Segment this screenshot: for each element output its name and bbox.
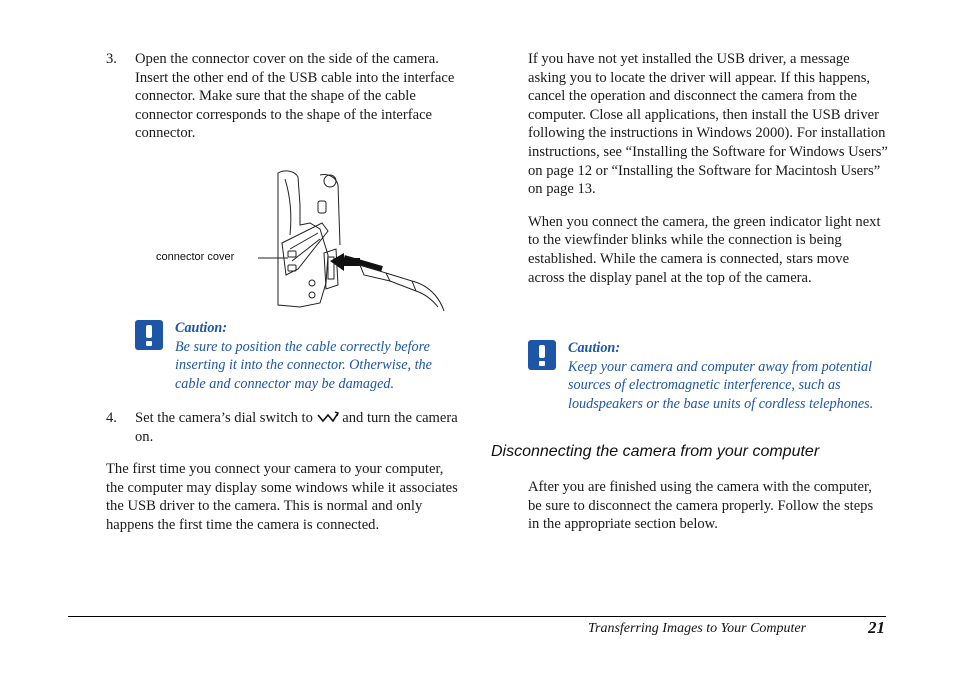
right-paragraph-3: After you are finished using the camera with the computer, be sure to disconnect the camera properly. Follow the steps in the appropriate section below. [528,479,874,533]
step-text-after: and turn the camera on. [135,410,458,445]
step-4 [106,409,464,446]
step-text-before: Set the camera’s dial switch to [135,410,313,426]
caution-title: Caution: [568,340,621,356]
step-number: 3. [106,51,117,67]
caution-icon [135,320,163,350]
caution-body: Keep your camera and computer away from potential sources of electromagnetic interference, such as loudspeakers or the base units of cordless telephones. [568,358,874,412]
footer-rule [68,616,886,617]
caution-text-block [568,339,890,413]
step-3 [106,50,464,143]
left-paragraph: The first time you connect your camera to your computer, the computer may display some windows while it associates the USB driver to the camera. This is normal and only happens the first time the camera is connected. [106,461,458,533]
right-column-lower [528,478,888,534]
caution-title: Caution: [175,320,228,336]
camera-connector-figure [150,165,450,315]
step-number: 4. [106,410,117,426]
step-text [135,409,464,446]
section-heading: Disconnecting the camera from your computer [491,443,820,460]
page-number: 21 [868,618,885,637]
caution-box-right [528,340,888,415]
left-column-lower [106,409,464,535]
caution-text-block [175,319,465,393]
pc-connection-icon [317,410,339,424]
left-column [106,50,464,143]
step-text: Open the connector cover on the side of the camera. Insert the other end of the USB cable into the interface connector. Make sure that the shape of the cable connector corresponds to the shape of the interface connector. [135,51,455,142]
right-paragraph-1: If you have not yet installed the USB driver, a message asking you to locate the driver will appear. If this happens, cancel the operation and disconnect the camera from the computer. Close all applications, then install the USB driver following the instructions in Windows 2000). For installation instructions, see “Installing the Software for Windows Users” on page 12 or “Installing the Software for Macintosh Users” on page 13. [528,51,888,198]
right-paragraph-2: When you connect the camera, the green indicator light next to the viewfinder blinks while the connection is being established. While the camera is connected, stars move across the display panel at the top of the camera. [528,213,881,286]
caution-icon [528,340,556,370]
connector-cover-label: connector cover [156,251,235,263]
footer-title: Transferring Images to Your Computer [588,621,807,636]
right-column [528,50,888,287]
caution-box-left [135,320,465,400]
caution-body: Be sure to position the cable correctly before inserting it into the connector. Otherwise, the cable and connector may be damaged. [175,338,432,392]
camera-illustration [150,165,450,315]
